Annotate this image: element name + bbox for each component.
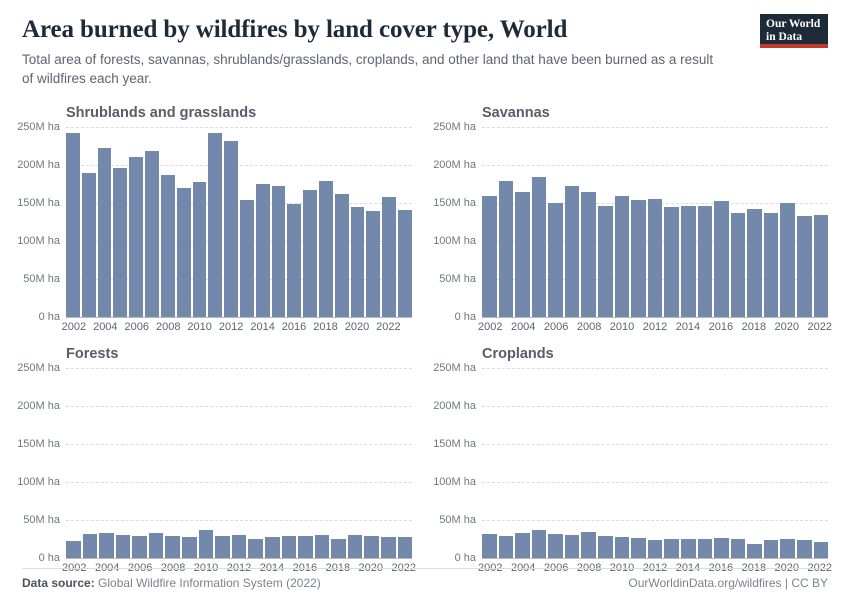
owid-logo[interactable] bbox=[760, 14, 828, 48]
bar[interactable] bbox=[132, 536, 147, 558]
bar[interactable] bbox=[780, 539, 795, 557]
x-axis-tick-label: 2016 bbox=[708, 320, 734, 333]
panel-savannas bbox=[433, 104, 832, 336]
bar[interactable] bbox=[681, 206, 696, 317]
bar[interactable] bbox=[66, 541, 81, 558]
y-axis-tick-label: 200M ha bbox=[433, 399, 476, 412]
data-source-value: Global Wildfire Information System (2022) bbox=[98, 576, 321, 590]
bar[interactable] bbox=[581, 192, 596, 317]
x-axis-tick-label: 2014 bbox=[250, 320, 275, 333]
bar[interactable] bbox=[364, 536, 379, 558]
bar[interactable] bbox=[499, 181, 514, 316]
y-axis-tick-label: 50M ha bbox=[439, 272, 476, 285]
bar[interactable] bbox=[698, 206, 713, 317]
y-axis-tick-label: 150M ha bbox=[17, 196, 60, 209]
bar[interactable] bbox=[240, 200, 254, 316]
x-axis-tick-label: 2002 bbox=[61, 320, 87, 333]
chart-grid bbox=[17, 104, 832, 574]
bar[interactable] bbox=[98, 148, 112, 317]
y-axis-tick-label: 0 ha bbox=[454, 551, 476, 564]
x-axis-tick-label: 2004 bbox=[93, 320, 118, 333]
x-axis-tick-label: 2020 bbox=[344, 320, 370, 333]
bar[interactable] bbox=[199, 530, 214, 557]
bar[interactable] bbox=[764, 213, 779, 316]
bar[interactable] bbox=[116, 535, 131, 558]
x-axis-tick-label: 2018 bbox=[741, 320, 767, 333]
x-axis-tick-label: 2018 bbox=[741, 561, 767, 574]
bar[interactable] bbox=[631, 538, 646, 558]
x-axis-tick-label: 2006 bbox=[124, 320, 150, 333]
plot-area bbox=[433, 120, 828, 323]
bar[interactable] bbox=[381, 537, 396, 558]
x-axis-tick-label: 2010 bbox=[609, 320, 635, 333]
x-axis-tick-label: 2022 bbox=[391, 561, 416, 574]
bar[interactable] bbox=[814, 542, 829, 558]
x-axis-tick-label: 2014 bbox=[675, 561, 701, 574]
bar[interactable] bbox=[698, 539, 713, 558]
y-axis-tick-label: 250M ha bbox=[17, 361, 60, 374]
bar[interactable] bbox=[224, 141, 238, 317]
bar[interactable] bbox=[208, 133, 222, 316]
bar[interactable] bbox=[565, 186, 580, 317]
panel-title: Croplands bbox=[482, 345, 554, 362]
panel-title: Shrublands and grasslands bbox=[66, 104, 257, 121]
x-axis-tick-label: 2006 bbox=[543, 561, 569, 574]
bar-series bbox=[66, 368, 412, 558]
bar[interactable] bbox=[598, 536, 613, 558]
y-axis-tick-label: 100M ha bbox=[17, 234, 60, 247]
y-axis-tick-label: 100M ha bbox=[433, 475, 476, 488]
y-axis-tick-label: 0 ha bbox=[38, 551, 60, 564]
x-axis-tick-label: 2014 bbox=[259, 561, 285, 574]
y-axis-tick-label: 50M ha bbox=[23, 272, 60, 285]
bar[interactable] bbox=[165, 536, 180, 557]
bar[interactable] bbox=[615, 196, 630, 317]
bar[interactable] bbox=[366, 211, 380, 317]
bar[interactable] bbox=[532, 177, 547, 317]
x-axis-tick-label: 2022 bbox=[807, 320, 832, 333]
bar[interactable] bbox=[298, 536, 313, 558]
chart-header bbox=[22, 16, 828, 89]
panel-croplands bbox=[433, 345, 832, 577]
page-subtitle: Total area of forests, savannas, shrublands/grasslands, croplands, and other land that have been burned as a result of wildfires each year. bbox=[22, 51, 714, 87]
bar[interactable] bbox=[731, 213, 746, 317]
y-axis-tick-label: 150M ha bbox=[433, 437, 476, 450]
y-axis-tick-label: 200M ha bbox=[17, 158, 60, 171]
x-axis-tick-label: 2016 bbox=[281, 320, 307, 333]
bar[interactable] bbox=[664, 207, 679, 316]
bar[interactable] bbox=[382, 197, 396, 316]
bar[interactable] bbox=[499, 536, 514, 558]
bar[interactable] bbox=[747, 209, 762, 317]
bar[interactable] bbox=[319, 181, 333, 316]
bar[interactable] bbox=[780, 203, 795, 317]
x-axis-tick-label: 2012 bbox=[642, 561, 668, 574]
x-axis-tick-label: 2012 bbox=[642, 320, 668, 333]
plot-area bbox=[17, 361, 412, 564]
x-axis-tick-label: 2022 bbox=[807, 561, 832, 574]
y-axis-tick-label: 250M ha bbox=[17, 120, 60, 133]
bar[interactable] bbox=[515, 533, 530, 558]
bar[interactable] bbox=[256, 184, 270, 316]
bar[interactable] bbox=[331, 539, 346, 557]
bar-series bbox=[482, 127, 828, 317]
bar[interactable] bbox=[731, 539, 746, 557]
bar[interactable] bbox=[99, 533, 114, 558]
bar[interactable] bbox=[548, 203, 563, 317]
panel-title: Forests bbox=[66, 345, 119, 362]
x-axis-tick-label: 2008 bbox=[576, 561, 602, 574]
bar[interactable] bbox=[248, 539, 263, 558]
x-axis-tick-label: 2006 bbox=[543, 320, 569, 333]
panel-title: Savannas bbox=[482, 104, 550, 121]
x-axis-tick-label: 2008 bbox=[576, 320, 602, 333]
data-source bbox=[22, 576, 321, 590]
x-axis-tick-label: 2020 bbox=[774, 561, 800, 574]
owid-logo-line2: in Data bbox=[766, 31, 803, 44]
bar[interactable] bbox=[548, 534, 563, 558]
bar[interactable] bbox=[66, 133, 80, 316]
bar-series bbox=[482, 368, 828, 558]
x-axis-tick-label: 2018 bbox=[313, 320, 338, 333]
x-axis-tick-label: 2004 bbox=[94, 561, 120, 574]
x-axis-tick-label: 2002 bbox=[477, 561, 503, 574]
bar[interactable] bbox=[681, 539, 696, 557]
y-axis-tick-label: 50M ha bbox=[23, 513, 60, 526]
y-axis-tick-label: 150M ha bbox=[433, 196, 476, 209]
bar[interactable] bbox=[482, 196, 497, 317]
x-axis-tick-label: 2010 bbox=[193, 561, 219, 574]
bar[interactable] bbox=[82, 173, 96, 317]
x-axis-tick-label: 2016 bbox=[292, 561, 318, 574]
y-axis-tick-label: 150M ha bbox=[17, 437, 60, 450]
bar[interactable] bbox=[272, 186, 286, 317]
x-axis-tick-label: 2004 bbox=[510, 561, 536, 574]
x-axis-tick-label: 2016 bbox=[708, 561, 734, 574]
bar[interactable] bbox=[129, 157, 143, 317]
bar[interactable] bbox=[664, 539, 679, 558]
bar[interactable] bbox=[287, 204, 301, 316]
bar[interactable] bbox=[764, 540, 779, 557]
bar[interactable] bbox=[335, 194, 349, 316]
bar[interactable] bbox=[648, 540, 663, 557]
x-axis-tick-label: 2012 bbox=[218, 320, 244, 333]
bar[interactable] bbox=[182, 537, 197, 558]
data-source-label: Data source: bbox=[22, 576, 95, 590]
bar[interactable] bbox=[315, 535, 330, 558]
bar[interactable] bbox=[814, 215, 829, 317]
bar[interactable] bbox=[265, 537, 280, 558]
y-axis-tick-label: 100M ha bbox=[17, 475, 60, 488]
bar[interactable] bbox=[598, 206, 613, 316]
bar[interactable] bbox=[215, 536, 230, 557]
owid-logo-line1: Our World bbox=[766, 18, 821, 30]
y-axis-tick-label: 0 ha bbox=[38, 310, 60, 323]
x-axis-tick-label: 2008 bbox=[160, 561, 186, 574]
plot-area bbox=[433, 361, 828, 564]
bar[interactable] bbox=[797, 540, 812, 557]
y-axis-tick-label: 200M ha bbox=[433, 158, 476, 171]
bar[interactable] bbox=[615, 537, 630, 558]
x-axis bbox=[477, 318, 832, 336]
x-axis-tick-label: 2008 bbox=[155, 320, 181, 333]
x-axis-tick-label: 2006 bbox=[127, 561, 153, 574]
bar-series bbox=[66, 127, 412, 317]
x-axis-tick-label: 2020 bbox=[774, 320, 800, 333]
bar[interactable] bbox=[351, 207, 365, 316]
x-axis-tick-label: 2010 bbox=[609, 561, 635, 574]
plot-area bbox=[17, 120, 412, 323]
bar[interactable] bbox=[348, 535, 363, 558]
bar[interactable] bbox=[714, 538, 729, 558]
x-axis-tick-label: 2012 bbox=[226, 561, 252, 574]
y-axis-tick-label: 250M ha bbox=[433, 120, 476, 133]
panel-forests bbox=[17, 345, 416, 577]
bar[interactable] bbox=[193, 182, 207, 317]
bar[interactable] bbox=[83, 534, 98, 558]
bar[interactable] bbox=[515, 192, 530, 317]
x-axis-tick-label: 2002 bbox=[61, 561, 87, 574]
bar[interactable] bbox=[581, 532, 596, 558]
chart-footer bbox=[22, 568, 828, 590]
y-axis-tick-label: 200M ha bbox=[17, 399, 60, 412]
x-axis-tick-label: 2002 bbox=[477, 320, 503, 333]
x-axis-tick-label: 2004 bbox=[510, 320, 536, 333]
bar[interactable] bbox=[149, 533, 164, 557]
y-axis-tick-label: 250M ha bbox=[433, 361, 476, 374]
x-axis-tick-label: 2018 bbox=[325, 561, 351, 574]
x-axis bbox=[61, 318, 412, 336]
bar[interactable] bbox=[714, 201, 729, 317]
bar[interactable] bbox=[398, 210, 412, 316]
bar[interactable] bbox=[113, 168, 127, 316]
x-axis-tick-label: 2014 bbox=[675, 320, 701, 333]
x-axis-tick-label: 2010 bbox=[187, 320, 212, 333]
y-axis-tick-label: 100M ha bbox=[433, 234, 476, 247]
x-axis-tick-label: 2022 bbox=[376, 320, 401, 333]
bar[interactable] bbox=[282, 536, 297, 558]
bar[interactable] bbox=[398, 537, 413, 558]
bar[interactable] bbox=[232, 535, 247, 558]
bar[interactable] bbox=[648, 199, 663, 317]
page-title: Area burned by wildfires by land cover type, World bbox=[22, 16, 568, 43]
bar[interactable] bbox=[145, 151, 159, 317]
bar[interactable] bbox=[161, 175, 175, 316]
credit-text: OurWorldinData.org/wildfires | CC BY bbox=[628, 576, 828, 590]
bar[interactable] bbox=[482, 534, 497, 558]
bar[interactable] bbox=[303, 190, 317, 316]
credit[interactable] bbox=[628, 576, 828, 590]
bar[interactable] bbox=[565, 535, 580, 558]
bar[interactable] bbox=[177, 188, 191, 316]
bar[interactable] bbox=[797, 216, 812, 317]
bar[interactable] bbox=[631, 200, 646, 317]
panel-shrublands-and-grasslands bbox=[17, 104, 412, 336]
y-axis-tick-label: 0 ha bbox=[454, 310, 476, 323]
x-axis-tick-label: 2020 bbox=[358, 561, 384, 574]
y-axis-tick-label: 50M ha bbox=[439, 513, 476, 526]
bar[interactable] bbox=[747, 544, 762, 558]
bar[interactable] bbox=[532, 530, 547, 558]
